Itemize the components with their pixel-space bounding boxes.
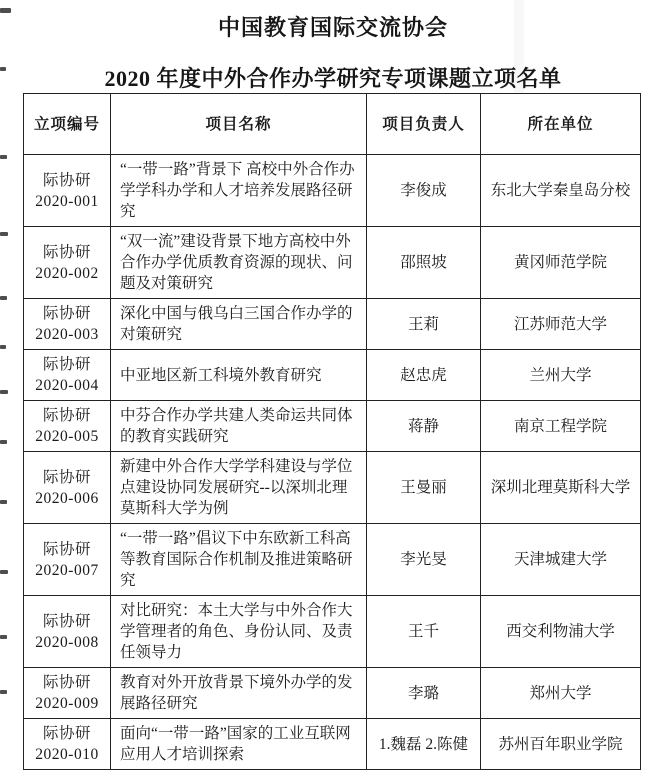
scan-artifact: [0, 345, 6, 349]
scan-artifact: [0, 635, 7, 639]
scan-artifact: [0, 155, 7, 159]
col-header-project-title: 项目名称: [111, 94, 367, 155]
cell-project-leader: 李俊成: [367, 155, 481, 227]
cell-organization: 黄冈师范学院: [481, 227, 641, 299]
table-row: [24, 719, 641, 770]
table-body: [24, 155, 641, 770]
cell-organization: 东北大学秦皇岛分校: [481, 155, 641, 227]
col-header-project-leader: 项目负责人: [367, 94, 481, 155]
scan-artifact: [0, 296, 7, 300]
cell-project-leader: 蒋静: [367, 401, 481, 452]
cell-organization: 天津城建大学: [481, 524, 641, 596]
cell-project-code: 际协研 2020-005: [24, 401, 111, 452]
scan-artifact: [0, 570, 8, 574]
scan-artifact: [0, 232, 8, 236]
table-row: [24, 596, 641, 668]
cell-project-title: 面向“一带一路”国家的工业互联网应用人才培训探索: [111, 719, 367, 770]
cell-organization: 郑州大学: [481, 668, 641, 719]
project-approval-table: [23, 93, 641, 770]
cell-project-leader: 王曼丽: [367, 452, 481, 524]
cell-project-title: 中亚地区新工科境外教育研究: [111, 350, 367, 401]
cell-project-code: 际协研 2020-002: [24, 227, 111, 299]
scan-artifact: [0, 440, 7, 444]
cell-project-code: 际协研 2020-003: [24, 299, 111, 350]
cell-project-code: 际协研 2020-001: [24, 155, 111, 227]
col-header-organization: 所在单位: [481, 94, 641, 155]
cell-project-code: 际协研 2020-006: [24, 452, 111, 524]
cell-organization: 兰州大学: [481, 350, 641, 401]
cell-organization: 苏州百年职业学院: [481, 719, 641, 770]
table-row: [24, 452, 641, 524]
cell-project-leader: 王莉: [367, 299, 481, 350]
table-row: [24, 227, 641, 299]
cell-project-code: 际协研 2020-010: [24, 719, 111, 770]
cell-organization: 江苏师范大学: [481, 299, 641, 350]
cell-project-title: “双一流”建设背景下地方高校中外合作办学优质教育资源的现状、问题及对策研究: [111, 227, 367, 299]
cell-project-title: 新建中外合作大学学科建设与学位点建设协同发展研究--以深圳北理莫斯科大学为例: [111, 452, 367, 524]
cell-organization: 西交利物浦大学: [481, 596, 641, 668]
cell-project-leader: 邵照坡: [367, 227, 481, 299]
scan-artifact: [0, 390, 8, 394]
cell-project-leader: 赵忠虎: [367, 350, 481, 401]
cell-project-code: 际协研 2020-008: [24, 596, 111, 668]
cell-organization: 深圳北理莫斯科大学: [481, 452, 641, 524]
cell-project-title: 中芬合作办学共建人类命运共同体的教育实践研究: [111, 401, 367, 452]
table-row: [24, 155, 641, 227]
scan-artifact: [0, 67, 6, 71]
cell-project-leader: 李光旻: [367, 524, 481, 596]
table-row: [24, 668, 641, 719]
cell-project-code: 际协研 2020-009: [24, 668, 111, 719]
scan-artifact: [0, 8, 11, 13]
page-title: 中国教育国际交流协会: [217, 15, 448, 40]
cell-project-leader: 王千: [367, 596, 481, 668]
table-row: [24, 401, 641, 452]
cell-project-title: 教育对外开放背景下境外办学的发展路径研究: [111, 668, 367, 719]
scan-artifact: [0, 690, 7, 694]
cell-project-title: “一带一路”背景下 高校中外合作办学学科办学和人才培养发展路径研究: [111, 155, 367, 227]
table-row: [24, 524, 641, 596]
table-row: [24, 299, 641, 350]
scan-artifact: [0, 500, 7, 504]
cell-project-title: 深化中国与俄乌白三国合作办学的对策研究: [111, 299, 367, 350]
cell-project-code: 际协研 2020-004: [24, 350, 111, 401]
cell-project-code: 际协研 2020-007: [24, 524, 111, 596]
col-header-project-code: 立项编号: [24, 94, 111, 155]
table-header-row: [24, 94, 641, 155]
cell-project-leader: 1.魏磊 2.陈健: [367, 719, 481, 770]
table-row: [24, 350, 641, 401]
cell-project-title: “一带一路”倡议下中东欧新工科高等教育国际合作机制及推进策略研究: [111, 524, 367, 596]
page-subtitle: 2020 年度中外合作办学研究专项课题立项名单: [104, 66, 562, 91]
cell-project-title: 对比研究：本土大学与中外合作大学管理者的角色、身份认同、及责任领导力: [111, 596, 367, 668]
cell-project-leader: 李璐: [367, 668, 481, 719]
cell-organization: 南京工程学院: [481, 401, 641, 452]
